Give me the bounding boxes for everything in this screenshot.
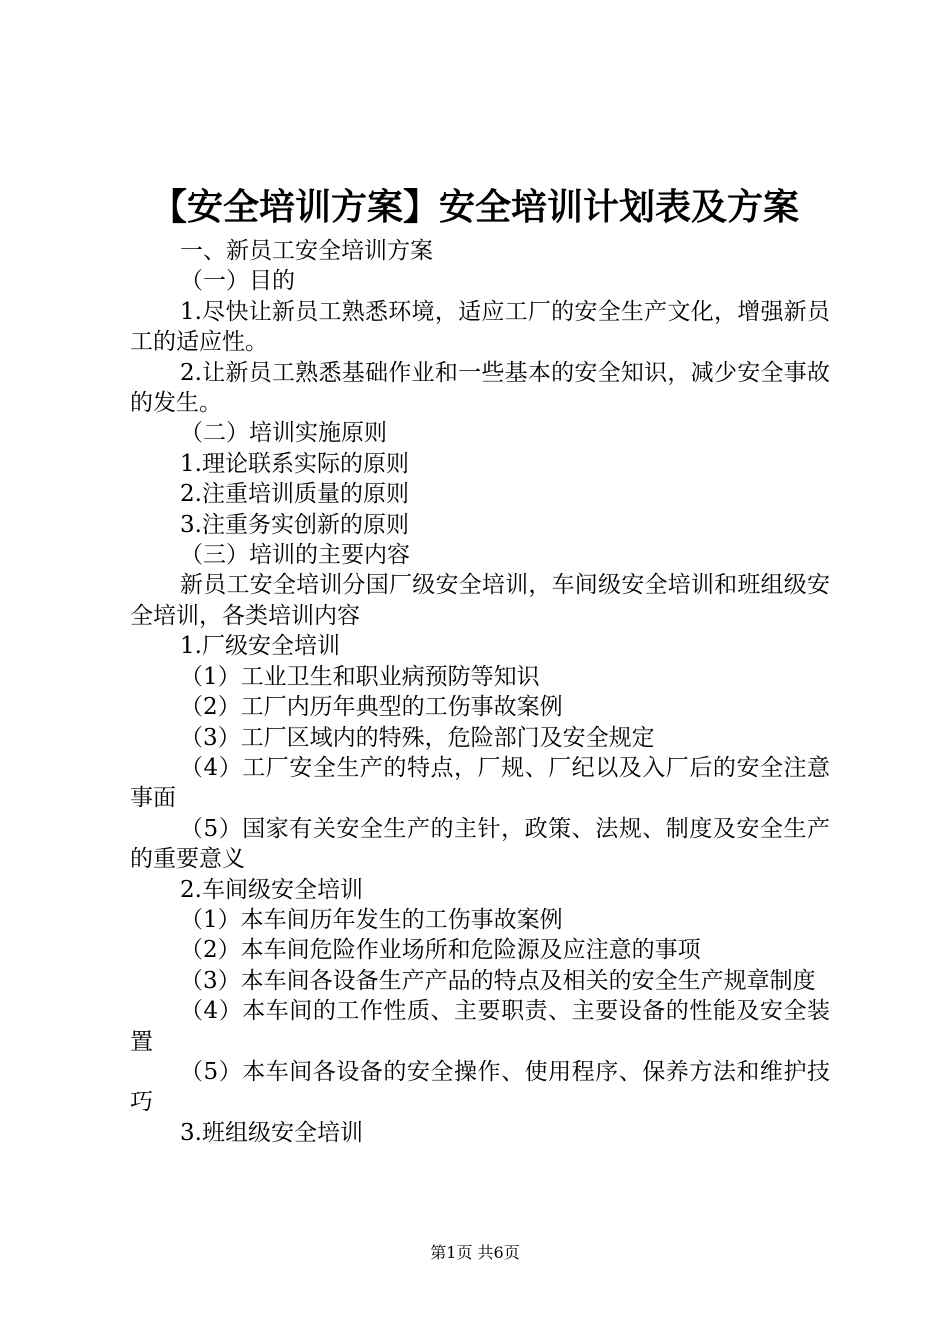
paragraph: 新员工安全培训分国厂级安全培训，车间级安全培训和班组级安全培训，各类培训内容 [130, 572, 830, 629]
list-item: 2.注重培训质量的原则 [180, 481, 409, 508]
document-title: 【安全培训方案】安全培训计划表及方案 [150, 187, 799, 228]
list-item: 1.理论联系实际的原则 [180, 450, 409, 477]
paragraph: 2.让新员工熟悉基础作业和一些基本的安全知识，减少安全事故的发生。 [130, 359, 830, 417]
subsection-heading: （一）目的 [180, 268, 295, 295]
list-item: （1）工业卫生和职业病预防等知识 [180, 663, 540, 690]
list-item: （3）本车间各设备生产产品的特点及相关的安全生产规章制度 [180, 967, 816, 994]
document-body [130, 236, 830, 1148]
list-item: 3.注重务实创新的原则 [180, 511, 409, 538]
list-item: （5）国家有关安全生产的主针，政策、法规、制度及安全生产的重要意义 [130, 815, 830, 873]
list-item: （4）工厂安全生产的特点，厂规、厂纪以及入厂后的安全注意事面 [130, 754, 830, 812]
list-heading: 3.班组级安全培训 [180, 1119, 363, 1146]
page-footer: 第1页 共6页 [430, 1243, 520, 1262]
subsection-heading: （三）培训的主要内容 [180, 542, 410, 569]
paragraph: 1.尽快让新员工熟悉环境，适应工厂的安全生产文化，增强新员工的适应性。 [130, 298, 830, 356]
list-item: （2）工厂内历年典型的工伤事故案例 [180, 694, 563, 721]
list-heading: 2.车间级安全培训 [180, 876, 363, 903]
list-item: （1）本车间历年发生的工伤事故案例 [180, 906, 563, 933]
list-item: （3）工厂区域内的特殊，危险部门及安全规定 [180, 724, 655, 751]
list-heading: 1.厂级安全培训 [180, 633, 340, 660]
section-heading: 一、新员工安全培训方案 [180, 238, 433, 264]
list-item: （2）本车间危险作业场所和危险源及应注意的事项 [180, 937, 701, 964]
subsection-heading: （二）培训实施原则 [180, 420, 387, 447]
list-item: （4）本车间的工作性质、主要职责、主要设备的性能及安全装置 [130, 998, 830, 1055]
list-item: （5）本车间各设备的安全操作、使用程序、保养方法和维护技巧 [130, 1058, 830, 1116]
